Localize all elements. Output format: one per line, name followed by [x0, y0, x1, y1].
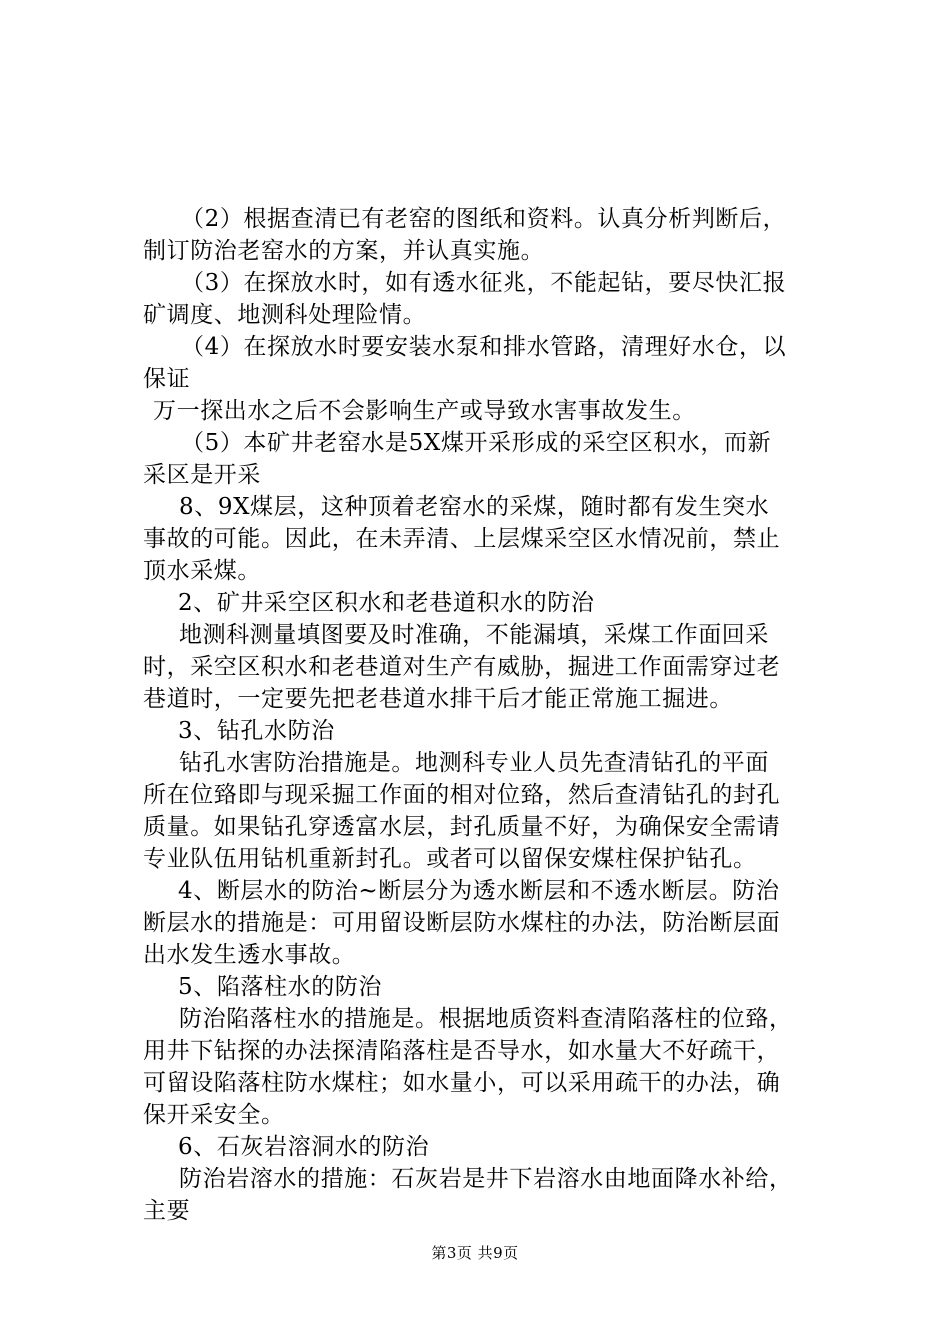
- text-line: 8、9X煤层，这种顶着老窑水的采煤，随时都有发生突水: [179, 494, 770, 520]
- text-line: 矿调度、地测科处理险情。: [143, 302, 427, 328]
- text-line: （2）根据查清已有老窑的图纸和资料。认真分析判断后，: [181, 206, 787, 232]
- text-line: 保开采安全。: [143, 1102, 285, 1128]
- text-line: 钻孔水害防治措施是。地测科专业人员先查清钻孔的平面: [179, 750, 769, 776]
- text-line: 用井下钻探的办法探清陷落柱是否导水，如水量大不好疏干，: [143, 1038, 781, 1064]
- text-line: 断层水的措施是：可用留设断层防水煤柱的办法，防治断层面: [143, 910, 781, 936]
- section-heading: 6、石灰岩溶洞水的防治: [178, 1134, 430, 1160]
- text-line: 防治陷落柱水的措施是。根据地质资料查清陷落柱的位臵，: [179, 1006, 793, 1032]
- text-line: 采区是开采: [143, 462, 261, 488]
- section-heading: 2、矿井采空区积水和老巷道积水的防治: [178, 590, 595, 616]
- text-line: 质量。如果钻孔穿透富水层，封孔质量不好，为确保安全需请: [143, 814, 781, 840]
- text-line: 顶水采煤。: [143, 558, 261, 584]
- text-line: 出水发生透水事故。: [143, 942, 356, 968]
- text-line: 巷道时，一定要先把老巷道水排干后才能正常施工掘进。: [143, 686, 733, 712]
- text-line: 主要: [143, 1198, 191, 1224]
- text-line: 时，采空区积水和老巷道对生产有威胁，掘进工作面需穿过老: [143, 654, 781, 680]
- text-line: 可留设陷落柱防水煤柱；如水量小，可以采用疏干的办法，确: [143, 1070, 781, 1096]
- page-footer: 第3页 共9页: [431, 1244, 519, 1262]
- text-line: （5）本矿井老窑水是5X煤开采形成的采空区积水，而新: [181, 430, 772, 456]
- text-line: 万一探出水之后不会影响生产或导致水害事故发生。: [153, 398, 696, 424]
- text-line: 专业队伍用钻机重新封孔。或者可以留保安煤柱保护钻孔。: [143, 846, 757, 872]
- text-line: （3）在探放水时，如有透水征兆，不能起钻，要尽快汇报: [181, 270, 787, 296]
- text-line: 防治岩溶水的措施：石灰岩是井下岩溶水由地面降水补给，: [179, 1166, 793, 1192]
- text-line: 地测科测量填图要及时准确，不能漏填，采煤工作面回采: [179, 622, 769, 648]
- section-heading: 3、钻孔水防治: [178, 718, 335, 744]
- section-heading: 5、陷落柱水的防治: [178, 974, 383, 1000]
- text-line: 所在位臵即与现采掘工作面的相对位臵，然后查清钻孔的封孔: [143, 782, 781, 808]
- text-line: （4）在探放水时要安装水泵和排水管路，清理好水仓，以: [181, 334, 787, 360]
- text-line: 制订防治老窑水的方案，并认真实施。: [143, 238, 545, 264]
- text-line: 保证: [143, 366, 191, 392]
- section-heading: 4、断层水的防治~断层分为透水断层和不透水断层。防治: [178, 878, 780, 904]
- text-line: 事故的可能。因此，在未弄清、上层煤采空区水情况前，禁止: [143, 526, 781, 552]
